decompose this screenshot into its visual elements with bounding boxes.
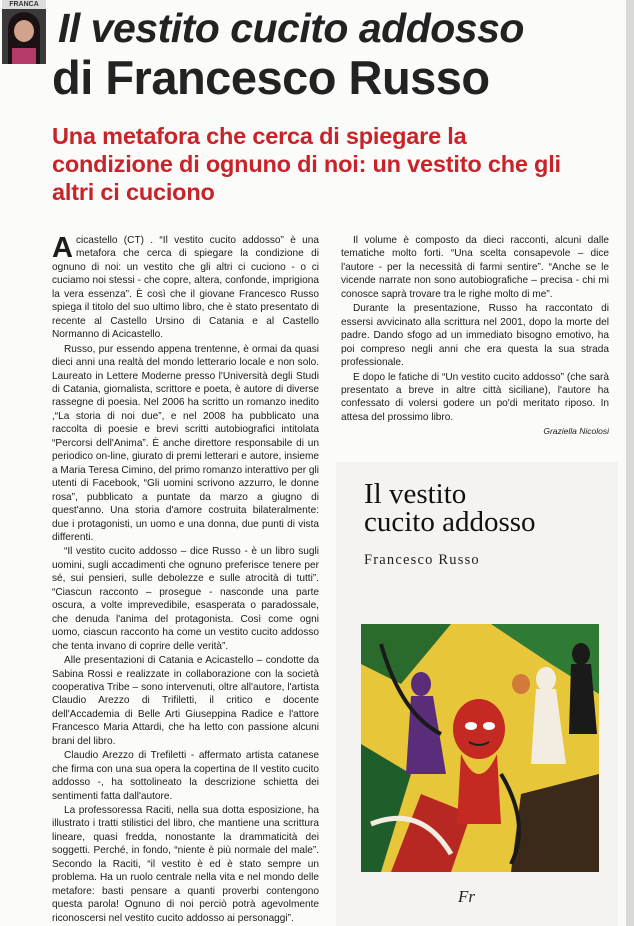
paragraph: Durante la presentazione, Russo ha raccontato di essersi avvicinato alla scrittura nel 2001, dopo la morte del padre. Dando sfogo ad un immediato bisogno emotivo, ha poi compreso negli anni che era questa la sua strada professionale. [341,303,609,369]
paragraph: Claudio Arezzo di Trefiletti - affermato artista catanese che firma con una sua opera la copertina de Il vestito cucito addosso -, ha sottolineato la descrizione schietta dei sentimenti fatta dall'autore. [52,750,319,802]
paragraph: Alle presentazioni di Catania e Acicastello – condotte da Sabina Rossi e realizzate in collaborazione con la società cooperativa Tribe – sono intervenuti, oltre all'autore, l'artista Claudio Arezzo di Trifiletti, il critico e docente dell'Accademia di Belle Arti Giuseppina Radice e l'attore Francesco Maria Attardi, che ha letto con passione alcuni brani del libro. [52,655,319,747]
drop-cap: A [52,232,73,264]
article-subtitle: Una metafora che cerca di spiegare la condizione di ognuno di noi: un vestito che gli altri ci cuciono [52,123,561,205]
publisher-logo: Fr [458,887,475,906]
columnist-badge: FRANCA [2,0,46,9]
book-author: Francesco Russo [364,552,480,568]
right-column [341,234,609,439]
paragraph: Russo, pur essendo appena trentenne, è ormai da quasi dieci anni una realtà del mondo letterario locale e non solo. Laureato in Lettere Moderne presso l'Università degli Studi di Catania, giornalista, scrittore e poeta, è autore di diverse rassegne di poesia. Nel 2006 ha scritto un romanzo inedito ,“La storia di noi due”, e nel 2008 ha pubblicato una raccolta di poesie e brevi scritti autobiografici intitolata “Percorsi dell'Anima”. È anche direttore responsabile di un periodico on-line, giurato di premi letterari e autore, insieme a Maria Teresa Cimino, del primo romanzo interattivo per gli utenti di Facebook, “Gli uomini scrivono azzurro, le donne rosa”, pubblicato a puntate da marzo a giugno di quest'anno. Una storia d'amore costruita bilateralmente: due i protagonisti, un uomo e una donna, due punti di vista differenti. [52,343,319,543]
paragraph: La professoressa Raciti, nella sua dotta esposizione, ha illustrato i tratti stilistici del libro, che mantiene una scrittura lineare, quasi fredda, nonostante la drammaticità dei soggetti. Perché, in fondo, “niente è più normale del male”. Secondo la Raciti, “il vestito è ed è stato sempre un problema. Ha un ruolo centrale nella vita e nel mondo delle metafore: basti pensare a quanti proverbi contengono questa parola! Ognuno di noi perciò potrà agevolmente riconoscersi nel vestito cucito addosso ai personaggi”. [52,805,319,924]
cover-artwork [361,624,599,872]
book-title: Il vestito cucito addosso [364,478,536,538]
article-title: Il vestito cucito addosso [58,5,524,51]
paragraph: “Il vestito cucito addosso – dice Russo - è un libro sugli uomini, sugli accadimenti che ognuno preferisce tenere per sé, sui pensieri, sulle debolezze e sulle atrocità di tutti”. “Ciascun racconto – prosegue - nasconde una parte oscura, a volte imprevedibile, esasperata o paradossale, che denuda l'anima del protagonista. Così come ogni uomo, ciascun racconto ha come un vestito cucito addosso che tenta invano di coprire delle verità”. [52,546,319,652]
author-signature: Graziella Nicolosi [543,426,609,437]
columnist-photo [2,0,46,64]
paragraph: Acicastello (CT) . “Il vestito cucito addosso” è una metafora che cerca di spiegare la condizione di ognuno di noi: un vestito che gli altri ci cuciono - o ci cuciamo noi stessi - che copre, altera, confonde, imprigiona la vera essenza”. È così che il giovane Francesco Russo spiega il titolo del suo ultimo libro, che è stato presentato di recente al Castello Ursino di Catania e al Castello Normanno di Acicastello. [52,232,319,341]
book-cover [336,462,618,926]
paragraph: Il volume è composto da dieci racconti, alcuni dalle tematiche molto forti. “Una scelta consapevole – dice l'autore - per la necessità di farmi sentire”. “Anche se le vicende narrate non sono autobiografiche – precisa - chi mi conosce saprà trovare tra le righe molto di me”. [341,235,609,300]
article-title-author: di Francesco Russo [52,51,490,104]
paragraph: E dopo le fatiche di “Un vestito cucito addosso” (che sarà presentato a breve in altre città siciliane), l'autore ha confessato di volersi godere un po'di meritato riposo. In attesa del prossimo libro. [341,371,609,423]
left-column [52,234,319,925]
page-edge [626,0,634,926]
